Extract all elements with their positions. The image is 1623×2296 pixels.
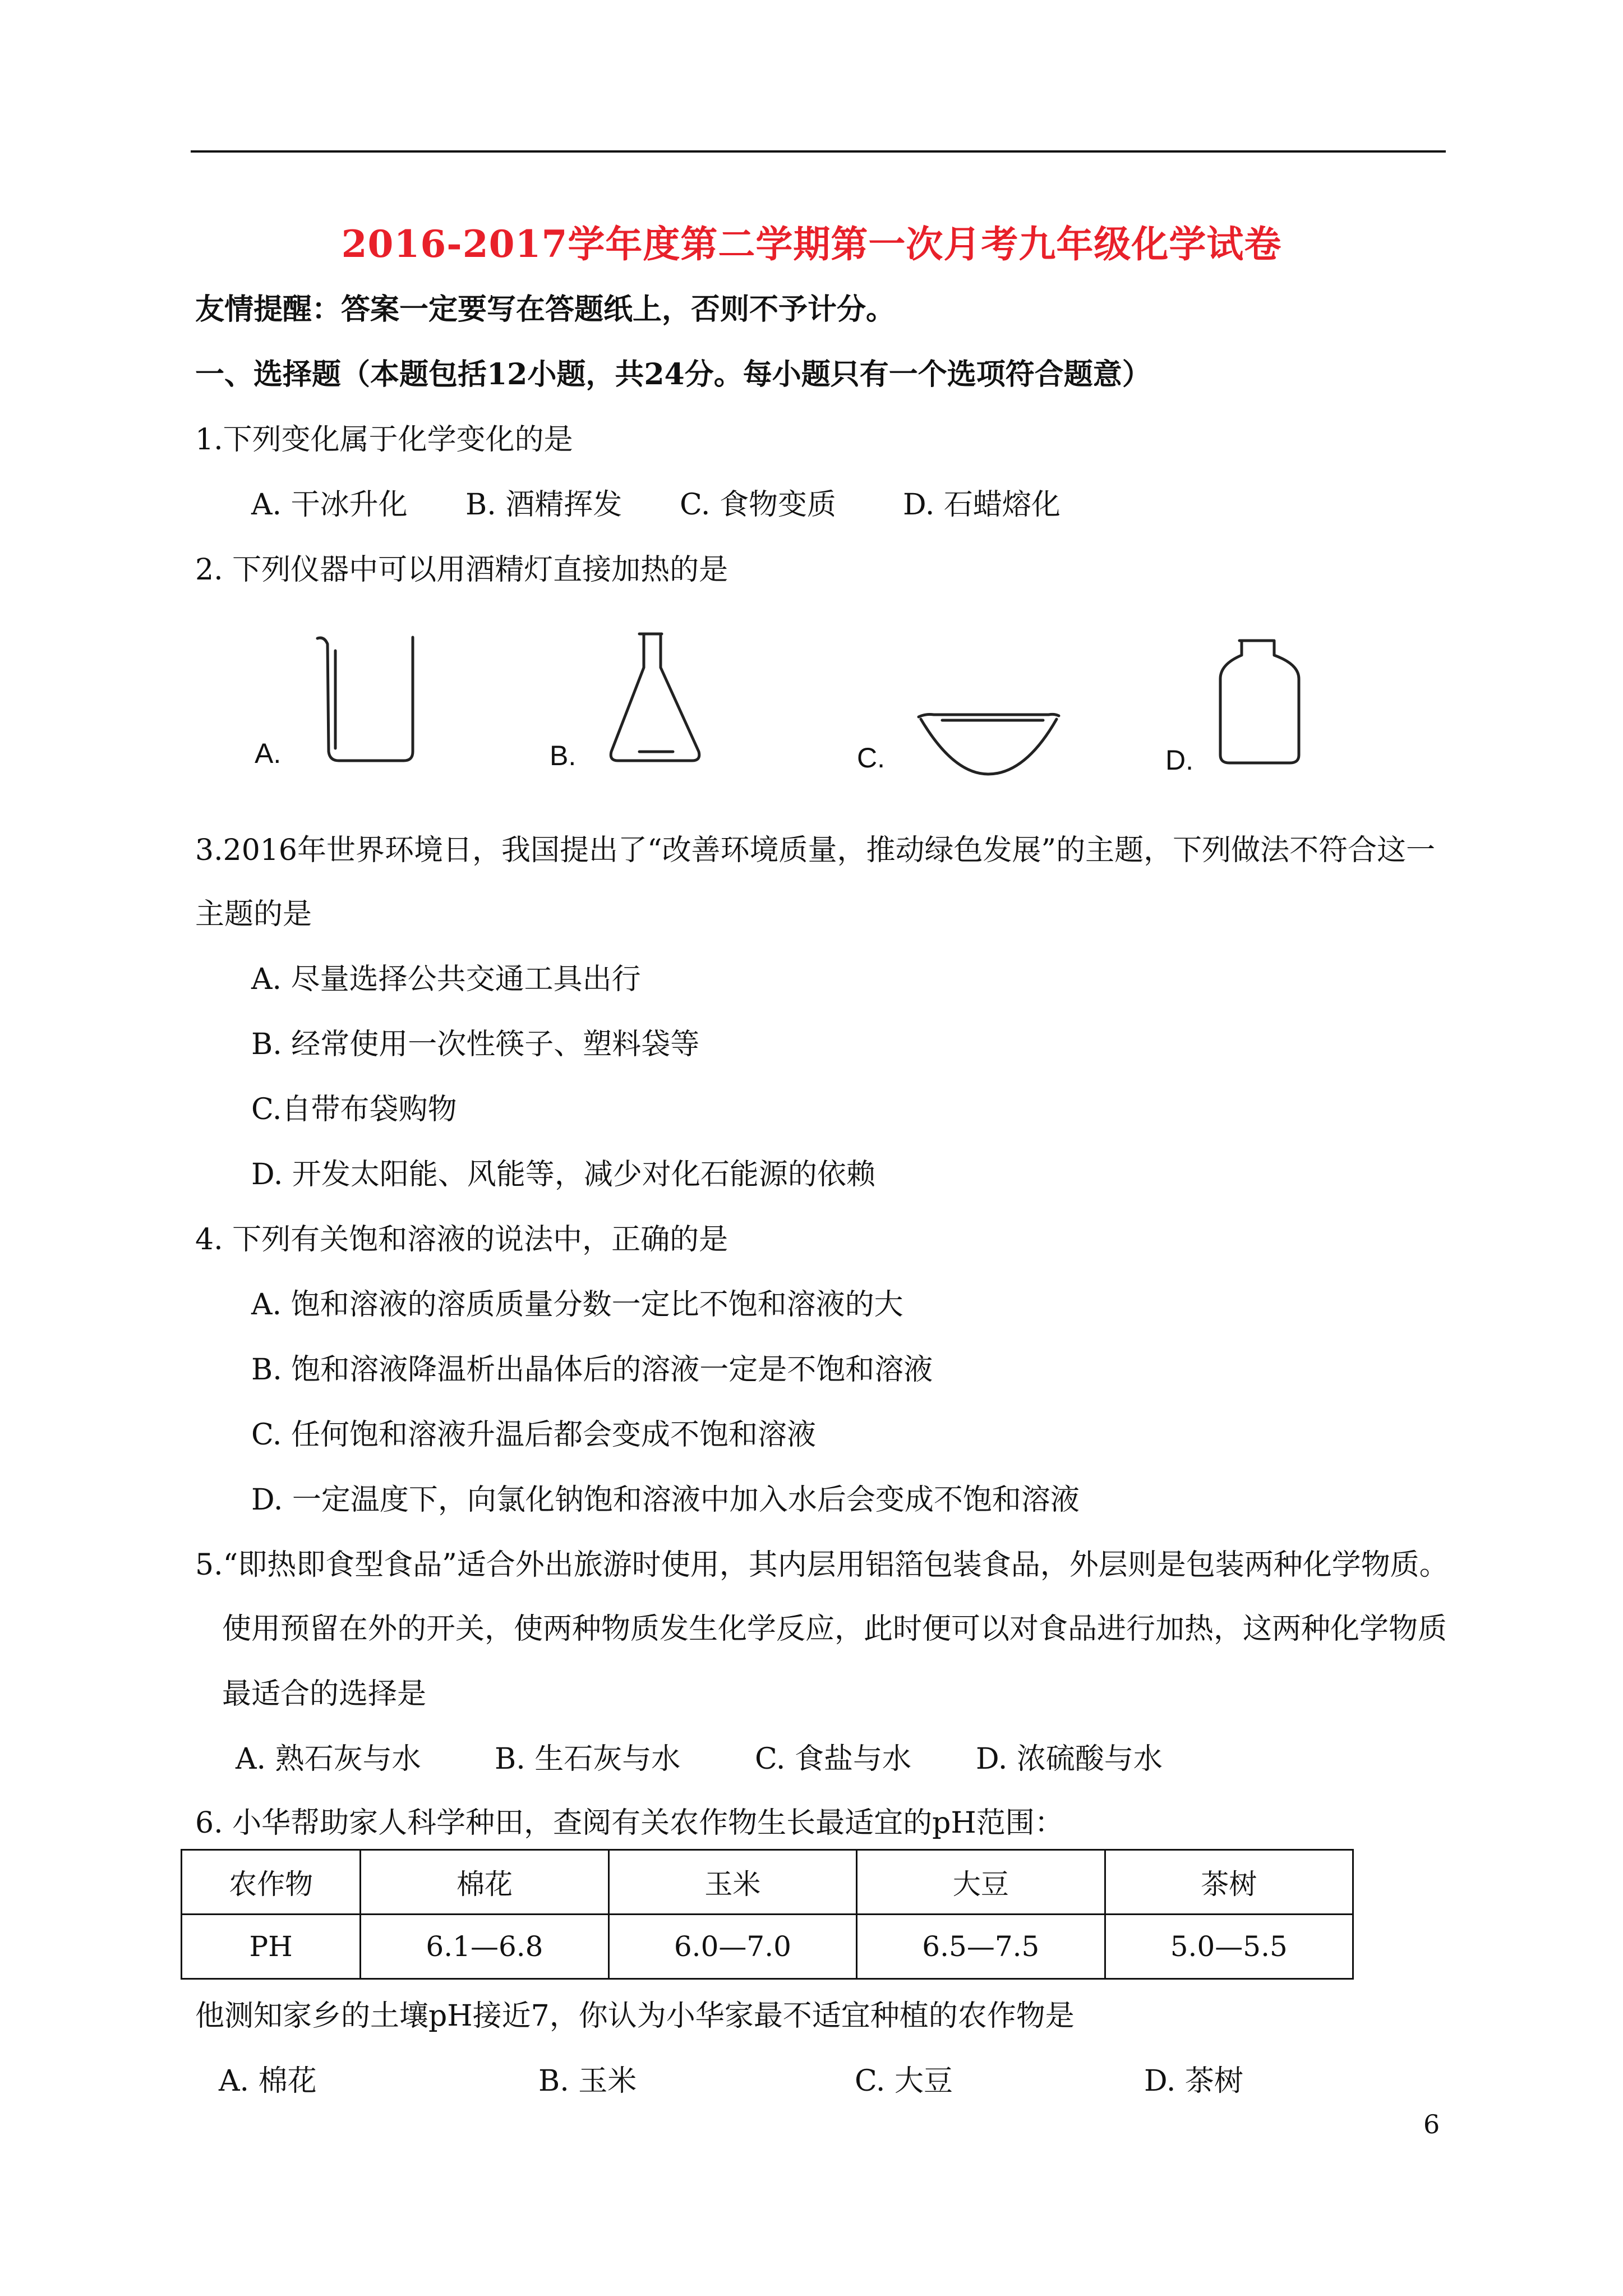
question-1-stem: 1.下列变化属于化学变化的是 <box>195 423 573 457</box>
question-2-stem: 2. 下列仪器中可以用酒精灯直接加热的是 <box>195 553 728 587</box>
section-heading: 一、选择题（本题包括12小题，共24分。每小题只有一个选项符合题意） <box>195 357 1151 392</box>
question-3-option-d: D. 开发太阳能、风能等，减少对化石能源的依赖 <box>251 1158 875 1191</box>
table-cell: 农作物 <box>182 1850 361 1915</box>
question-4-option-b: B. 饱和溶液降温析出晶体后的溶液一定是不饱和溶液 <box>251 1353 933 1387</box>
ph-table <box>181 1849 1354 1980</box>
table-cell: 大豆 <box>857 1850 1105 1915</box>
option-a: A. 棉花 <box>219 2064 317 2098</box>
question-5-stem-line1: 5.“即热即食型食品”适合外出旅游时使用，其内层用铝箔包装食品，外层则是包装两种化学物质。 <box>195 1548 1449 1582</box>
figure-label-c: C. <box>857 742 885 774</box>
question-3-option-a: A. 尽量选择公共交通工具出行 <box>251 963 641 996</box>
option-d: D. 浓硫酸与水 <box>976 1742 1163 1776</box>
table-cell: 茶树 <box>1105 1850 1353 1915</box>
table-cell: 6.5—7.5 <box>857 1915 1105 1979</box>
evaporating-dish-icon <box>919 714 1059 774</box>
option-a: A. 干冰升化 <box>251 488 408 522</box>
table-row <box>182 1915 1353 1979</box>
beaker-icon <box>317 637 413 761</box>
conical-flask-icon <box>611 634 699 761</box>
option-c: C. 大豆 <box>855 2064 953 2098</box>
question-4-option-a: A. 饱和溶液的溶质质量分数一定比不饱和溶液的大 <box>251 1288 903 1322</box>
figure-label-b: B. <box>550 740 577 771</box>
option-b: B. 酒精挥发 <box>465 488 623 522</box>
header-rule <box>191 150 1446 153</box>
question-5-stem-line3: 最适合的选择是 <box>222 1677 427 1711</box>
table-cell: 6.1—6.8 <box>361 1915 608 1979</box>
question-5-stem-line2: 使用预留在外的开关，使两种物质发生化学反应，此时便可以对食品进行加热，这两种化学物质 <box>222 1612 1447 1646</box>
option-b: B. 玉米 <box>538 2064 637 2098</box>
reminder-text: 友情提醒：答案一定要写在答题纸上，否则不予计分。 <box>195 292 896 326</box>
table-cell: PH <box>182 1915 361 1979</box>
option-c: C. 食盐与水 <box>755 1742 911 1776</box>
table-header-row <box>182 1850 1353 1915</box>
question-3-stem-line1: 3.2016年世界环境日，我国提出了“改善环境质量，推动绿色发展”的主题，下列做法不符合这一 <box>195 834 1436 867</box>
option-b: B. 生石灰与水 <box>495 1742 681 1776</box>
option-d: D. 石蜡熔化 <box>903 488 1061 522</box>
table-cell: 棉花 <box>361 1850 608 1915</box>
exam-title: 2016-2017学年度第二学期第一次月考九年级化学试卷 <box>341 222 1282 266</box>
figure-label-d: D. <box>1165 744 1193 776</box>
question-6-followup: 他测知家乡的土壤pH接近7，你认为小华家最不适宜种植的农作物是 <box>195 1999 1075 2033</box>
option-d: D. 茶树 <box>1144 2064 1243 2098</box>
question-3-option-c: C.自带布袋购物 <box>251 1093 457 1126</box>
table-cell: 玉米 <box>608 1850 856 1915</box>
question-3-option-b: B. 经常使用一次性筷子、塑料袋等 <box>251 1028 700 1061</box>
apparatus-figure <box>0 617 1623 785</box>
question-6-stem: 6. 小华帮助家人科学种田，查阅有关农作物生长最适宜的pH范围： <box>195 1806 1064 1840</box>
page-number: 6 <box>1423 2109 1440 2139</box>
reagent-bottle-icon <box>1220 641 1299 763</box>
table-cell: 6.0—7.0 <box>608 1915 856 1979</box>
option-a: A. 熟石灰与水 <box>236 1742 421 1776</box>
question-3-stem-line2: 主题的是 <box>195 898 312 931</box>
question-4-option-d: D. 一定温度下，向氯化钠饱和溶液中加入水后会变成不饱和溶液 <box>251 1483 1080 1517</box>
figure-label-a: A. <box>255 738 282 769</box>
question-4-option-c: C. 任何饱和溶液升温后都会变成不饱和溶液 <box>251 1418 816 1452</box>
option-c: C. 食物变质 <box>680 488 836 522</box>
table-cell: 5.0—5.5 <box>1105 1915 1353 1979</box>
question-4-stem: 4. 下列有关饱和溶液的说法中，正确的是 <box>195 1223 728 1257</box>
